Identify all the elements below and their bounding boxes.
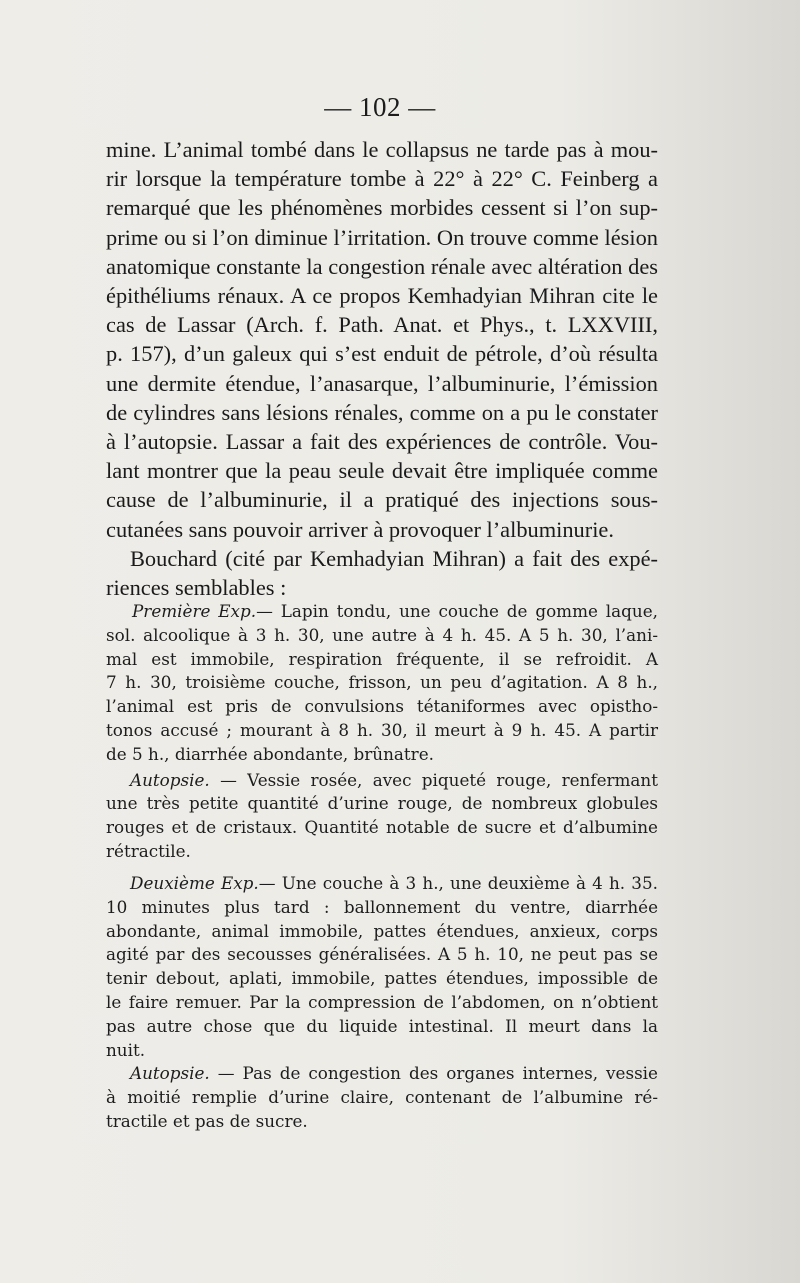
text-line: cause de l’albuminurie, il a pratiqué des injections sous-	[106, 487, 658, 513]
text-line: nuit.	[106, 1039, 146, 1060]
autopsy-label: Autopsie.	[130, 1063, 210, 1084]
text-segment: — Une couche à 3 h., une deuxième à 4 h. 35.	[258, 873, 658, 893]
text-line: mine. L’animal tombé dans le collapsus ne tarde pas à mou-	[106, 137, 658, 162]
page-number: — 102 —	[324, 92, 436, 122]
exp-heading-line	[106, 872, 658, 896]
text-line: 10 minutes plus tard : ballonnement du ventre, diarrhée	[106, 896, 658, 917]
text-line: sol. alcoolique à 3 h. 30, une autre à 4 h. 45. A 5 h. 30, l’ani-	[106, 624, 658, 645]
text-line: riences semblables :	[106, 575, 287, 601]
main-text	[106, 135, 658, 602]
text-line: cas de Lassar (Arch. f. Path. Anat. et Phys., t. LXXVIII,	[106, 312, 658, 338]
text-line: rouges et de cristaux. Quantité notable de sucre et d’albumine	[106, 817, 658, 838]
text-line: Bouchard (cité par Kemhadyian Mihran) a fait des expé-	[130, 545, 658, 571]
text-line: rir lorsque la température tombe à 22° à 22° C. Feinberg a	[106, 166, 658, 192]
text-line: de 5 h., diarrhée abondante, brûnatre.	[106, 743, 434, 764]
text-line: cutanées sans pouvoir arriver à provoquer l’albuminurie.	[106, 516, 614, 542]
text-segment: — Lapin tondu, une couche de gomme laque,	[256, 601, 658, 621]
exp-label: Première Exp.	[132, 601, 257, 621]
autopsy-heading-line	[106, 769, 658, 793]
experiment-1	[106, 600, 658, 864]
text-line: remarqué que les phénomènes morbides cessent si l’on sup-	[106, 195, 658, 221]
text-line: à l’autopsie. Lassar a fait des expériences de contrôle. Vou-	[106, 429, 658, 455]
autopsy-heading-line	[106, 1062, 658, 1086]
text-line: p. 157), d’un galeux qui s’est enduit de pétrole, d’où résulta	[106, 341, 658, 367]
exp-heading-line	[106, 600, 658, 624]
text-line: de cylindres sans lésions rénales, comme on a pu le constater	[106, 399, 658, 425]
text-line: le faire remuer. Par la compression de l’abdomen, on n’obtient	[106, 991, 658, 1012]
exp-label: Deuxième Exp.	[130, 873, 259, 893]
text-line: tenir debout, aplati, immobile, pattes étendues, impossible de	[106, 968, 658, 989]
text-line: une dermite étendue, l’anasarque, l’albuminurie, l’émission	[106, 370, 658, 396]
text-line: l’animal est pris de convulsions tétaniformes avec opistho-	[106, 696, 658, 717]
text-line: 7 h. 30, troisième couche, frisson, un peu d’agitation. A 8 h.,	[106, 672, 658, 693]
text-line: épithéliums rénaux. A ce propos Kemhadyian Mihran cite le	[106, 283, 658, 309]
text-line: rétractile.	[106, 840, 191, 861]
text-line: abondante, animal immobile, pattes étendues, anxieux, corps	[106, 920, 658, 941]
text-line: tractile et pas de sucre.	[106, 1110, 308, 1131]
autopsy-label: Autopsie.	[130, 769, 210, 790]
text-line: une très petite quantité d’urine rouge, de nombreux globules	[106, 793, 658, 814]
text-line: à moitié remplie d’urine claire, contenant de l’albumine ré-	[106, 1087, 658, 1108]
text-line: pas autre chose que du liquide intestinal. Il meurt dans la	[106, 1015, 658, 1036]
text-segment: — Vessie rosée, avec piqueté rouge, renfermant	[220, 769, 658, 790]
text-segment: — Pas de congestion des organes internes, vessie	[217, 1063, 658, 1084]
experiment-2	[106, 872, 658, 1134]
text-line: lant montrer que la peau seule devait être impliquée comme	[106, 458, 658, 484]
text-line: anatomique constante la congestion rénale avec altération des	[106, 253, 658, 279]
text-line: agité par des secousses généralisées. A 5 h. 10, ne peut pas se	[106, 944, 658, 965]
text-line: prime ou si l’on diminue l’irritation. On trouve comme lésion	[106, 224, 658, 250]
text-line: tonos accusé ; mourant à 8 h. 30, il meurt à 9 h. 45. A partir	[106, 719, 658, 740]
text-line: mal est immobile, respiration fréquente, il se refroidit. A	[106, 648, 658, 669]
